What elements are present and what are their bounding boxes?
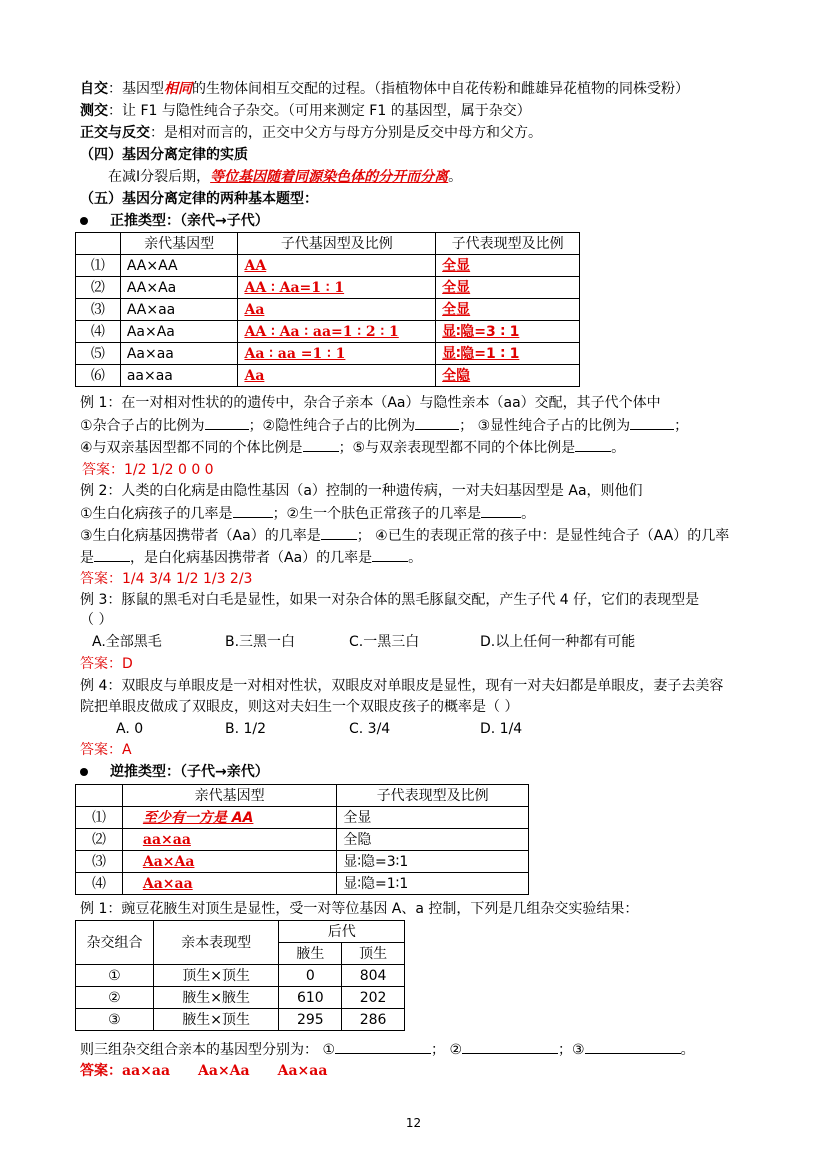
cross-header-offspring: 后代 bbox=[279, 921, 405, 943]
ex4-option-c: C. 3/4 bbox=[349, 721, 391, 737]
bullet-icon bbox=[80, 217, 88, 225]
ex1-q1: ①杂合子占的比例为 bbox=[80, 418, 205, 434]
parent-genotype: AA×AA bbox=[120, 255, 238, 277]
term-zhengfan: 正交与反交 bbox=[80, 125, 150, 141]
row-index: ⑶ bbox=[76, 299, 121, 321]
cross-index: ② bbox=[76, 987, 154, 1009]
section-4-body-post: 。 bbox=[448, 169, 463, 185]
answer-blank[interactable] bbox=[205, 415, 249, 430]
ex1-line3 bbox=[80, 437, 625, 458]
ex2-line2 bbox=[80, 503, 535, 524]
section-5-title: （五）基因分离定律的两种基本题型： bbox=[80, 191, 318, 207]
section-4-body bbox=[108, 167, 462, 187]
answer-blank[interactable] bbox=[335, 1039, 431, 1054]
answer-blank[interactable] bbox=[321, 525, 357, 540]
cross-header-combo: 杂交组合 bbox=[76, 921, 154, 965]
cross-top-count: 804 bbox=[342, 965, 405, 987]
table-row bbox=[76, 365, 580, 387]
def-zijiao bbox=[80, 79, 689, 99]
ex4-answer: 答案：A bbox=[80, 742, 132, 758]
ex3-option-d: D.以上任何一种都有可能 bbox=[480, 634, 636, 650]
offspring-phenotype: 显∶隐=3 ∶ 1 bbox=[442, 323, 520, 340]
cross-parent-phenotype: 顶生×顶生 bbox=[153, 965, 279, 987]
row-index: ⑵ bbox=[76, 829, 123, 851]
table-row bbox=[76, 1009, 405, 1031]
answer-blank[interactable] bbox=[481, 503, 521, 518]
table-row bbox=[76, 299, 580, 321]
parent-genotype: 至少有一方是 AA bbox=[142, 809, 254, 826]
ex2-q5: ，是白化病基因携带者（Aa）的几率是 bbox=[130, 550, 373, 566]
ex3-answer: 答案：D bbox=[80, 656, 133, 672]
ex2-line1: 例 2：人类的白化病是由隐性基因（a）控制的一种遗传病，一对夫妇基因型是 Aa，则他们 bbox=[80, 483, 643, 499]
offspring-phenotype: 显∶隐=3∶1 bbox=[337, 851, 529, 873]
reverse-header-parent: 亲代基因型 bbox=[122, 785, 337, 807]
ex2-line4 bbox=[80, 547, 422, 568]
cross-header-axil: 腋生 bbox=[279, 943, 342, 965]
ex5-answer bbox=[80, 1061, 327, 1081]
parent-genotype: Aa×aa bbox=[120, 343, 238, 365]
parent-genotype: aa×aa bbox=[142, 831, 191, 848]
ex2-q1: ①生白化病孩子的几率是 bbox=[80, 506, 233, 522]
row-index: ⑷ bbox=[76, 873, 123, 895]
ex3-option-a: A.全部黑毛 bbox=[92, 634, 162, 650]
answer-blank[interactable] bbox=[585, 1039, 681, 1054]
cross-parent-phenotype: 腋生×顶生 bbox=[153, 1009, 279, 1031]
answer-blank[interactable] bbox=[575, 437, 611, 452]
ex1-answer: 答案：1/2 1/2 0 0 0 bbox=[82, 462, 214, 478]
ex5-question bbox=[80, 1039, 695, 1060]
ex2-q4-cont: 是 bbox=[80, 550, 94, 566]
row-index: ⑷ bbox=[76, 321, 121, 343]
answer-blank[interactable] bbox=[462, 1039, 558, 1054]
row-index: ⑶ bbox=[76, 851, 123, 873]
cross-index: ③ bbox=[76, 1009, 154, 1031]
ex4-line1: 例 4：双眼皮与单眼皮是一对相对性状，双眼皮对单眼皮是显性，现有一对夫妇都是单眼皮，妻子去美容 bbox=[80, 678, 724, 694]
cross-top-count: 202 bbox=[342, 987, 405, 1009]
ex1-q5: ；⑤与双亲表现型都不同的个体比例是 bbox=[338, 440, 576, 456]
cross-index: ① bbox=[76, 965, 154, 987]
ex5-line1: 例 1：豌豆花腋生对顶生是显性，受一对等位基因 A、a 控制，下列是几组杂交实验结果： bbox=[80, 901, 639, 917]
offspring-genotype: Aa ∶ aa =1 ∶ 1 bbox=[244, 345, 346, 362]
offspring-genotype: Aa bbox=[244, 301, 265, 318]
offspring-phenotype: 全显 bbox=[442, 301, 471, 318]
ex5-q2: ； ② bbox=[431, 1042, 463, 1058]
answer-blank[interactable] bbox=[94, 547, 130, 562]
def-zijiao-highlight: 相同 bbox=[164, 81, 192, 97]
table-row bbox=[76, 321, 580, 343]
ex5-q1: 则三组杂交组合亲本的基因型分别为： ① bbox=[80, 1042, 335, 1058]
offspring-phenotype: 显∶隐=1 ∶ 1 bbox=[442, 345, 520, 362]
cross-axil-count: 610 bbox=[279, 987, 342, 1009]
reverse-table bbox=[75, 784, 529, 895]
row-index: ⑴ bbox=[76, 255, 121, 277]
row-index: ⑹ bbox=[76, 365, 121, 387]
parent-genotype: aa×aa bbox=[120, 365, 238, 387]
answer-blank[interactable] bbox=[233, 503, 273, 518]
parent-genotype: AA×Aa bbox=[120, 277, 238, 299]
ex1-q3-end: ； bbox=[674, 418, 689, 434]
ex1-q4: ④与双亲基因型都不同的个体比例是 bbox=[80, 440, 303, 456]
section-4-title: （四）基因分离定律的实质 bbox=[80, 147, 248, 163]
ex1-q5-end: 。 bbox=[611, 440, 626, 456]
ex1-line2 bbox=[80, 415, 688, 436]
def-zhengfan bbox=[80, 123, 542, 143]
ex4-option-b: B. 1/2 bbox=[225, 721, 267, 737]
offspring-genotype: AA ∶ Aa=1 ∶ 1 bbox=[244, 279, 345, 296]
ex4-option-d: D. 1/4 bbox=[480, 721, 523, 737]
ex5-q-end: 。 bbox=[680, 1042, 695, 1058]
forward-heading bbox=[80, 211, 269, 231]
ex5-answer-2: Aa×Aa bbox=[198, 1063, 250, 1079]
offspring-genotype: Aa bbox=[244, 367, 265, 384]
ex2-q5-end: 。 bbox=[408, 550, 423, 566]
parent-genotype: Aa×Aa bbox=[120, 321, 238, 343]
table-row bbox=[76, 829, 529, 851]
row-index: ⑵ bbox=[76, 277, 121, 299]
answer-blank[interactable] bbox=[415, 415, 459, 430]
section-4-highlight: 等位基因随着同源染色体的分开而分离 bbox=[210, 169, 449, 185]
table-row bbox=[76, 987, 405, 1009]
parent-genotype: Aa×Aa bbox=[142, 853, 195, 870]
offspring-phenotype: 全显 bbox=[337, 807, 529, 829]
ex5-answer-1: aa×aa bbox=[122, 1063, 171, 1079]
answer-blank[interactable] bbox=[630, 415, 674, 430]
bullet-icon bbox=[80, 768, 88, 776]
ex5-answer-3: Aa×aa bbox=[277, 1063, 328, 1079]
ex3-option-b: B.三黑一白 bbox=[225, 634, 296, 650]
cross-header-parent: 亲本表现型 bbox=[153, 921, 279, 965]
parent-genotype: Aa×aa bbox=[142, 875, 193, 892]
table-row bbox=[76, 965, 405, 987]
forward-header-offspring-phenotype: 子代表现型及比例 bbox=[436, 233, 580, 255]
answer-blank[interactable] bbox=[303, 437, 339, 452]
ex1-q2: ；②隐性纯合子占的比例为 bbox=[248, 418, 416, 434]
ex3-option-c: C.一黑三白 bbox=[349, 634, 420, 650]
term-cejiao: 测交 bbox=[80, 103, 108, 119]
reverse-heading bbox=[80, 762, 269, 782]
ex2-q3: ③生白化病基因携带者（Aa）的几率是 bbox=[80, 528, 321, 544]
answer-blank[interactable] bbox=[372, 547, 408, 562]
forward-header-offspring-genotype: 子代基因型及比例 bbox=[238, 233, 436, 255]
def-zijiao-pre: ：基因型 bbox=[108, 81, 164, 97]
offspring-phenotype: 显∶隐=1∶1 bbox=[337, 873, 529, 895]
cross-parent-phenotype: 腋生×腋生 bbox=[153, 987, 279, 1009]
offspring-phenotype: 全隐 bbox=[442, 367, 471, 384]
ex3-line2: （ ） bbox=[80, 612, 113, 628]
row-index: ⑸ bbox=[76, 343, 121, 365]
reverse-table-header bbox=[76, 785, 529, 807]
ex1-line1: 例 1：在一对相对性状的的遗传中，杂合子亲本（Aa）与隐性亲本（aa）交配，其子代个体中 bbox=[80, 395, 661, 411]
ex2-q4: ； ④已生的表现正常的孩子中：是显性纯合子（AA）的几率 bbox=[356, 528, 730, 544]
reverse-heading-text: 逆推类型：（子代→亲代） bbox=[110, 764, 269, 780]
def-zijiao-post: 的生物体间相互交配的过程。（指植物体中自花传粉和雌雄异花植物的同株受粉） bbox=[192, 81, 689, 97]
ex5-answer-label: 答案： bbox=[80, 1063, 122, 1079]
forward-header-parent: 亲代基因型 bbox=[120, 233, 238, 255]
reverse-header-offspring: 子代表现型及比例 bbox=[337, 785, 529, 807]
def-cejiao bbox=[80, 101, 531, 121]
ex1-q3: ； ③显性纯合子占的比例为 bbox=[459, 418, 631, 434]
forward-table bbox=[75, 232, 580, 387]
table-row bbox=[76, 343, 580, 365]
ex2-line3 bbox=[80, 525, 729, 546]
offspring-phenotype: 全显 bbox=[442, 279, 471, 296]
ex2-q2: ；②生一个肤色正常孩子的几率是 bbox=[272, 506, 482, 522]
def-zhengfan-text: ：是相对而言的，正交中父方与母方分别是反交中母方和父方。 bbox=[150, 125, 542, 141]
table-row bbox=[76, 807, 529, 829]
section-4-body-pre: 在减Ⅰ分裂后期， bbox=[108, 169, 211, 185]
cross-axil-count: 295 bbox=[279, 1009, 342, 1031]
cross-table bbox=[75, 920, 405, 1031]
cross-top-count: 286 bbox=[342, 1009, 405, 1031]
cross-axil-count: 0 bbox=[279, 965, 342, 987]
ex4-option-a: A. 0 bbox=[116, 721, 144, 737]
page-number: 12 bbox=[405, 1116, 422, 1130]
ex2-answer: 答案：1/4 3/4 1/2 1/3 2/3 bbox=[80, 571, 253, 587]
ex3-line1: 例 3：豚鼠的黑毛对白毛是显性，如果一对杂合体的黑毛豚鼠交配，产生子代 4 仔，它们的表现型是 bbox=[80, 592, 700, 608]
offspring-genotype: AA bbox=[244, 257, 267, 274]
offspring-phenotype: 全显 bbox=[442, 257, 471, 274]
forward-heading-text: 正推类型：（亲代→子代） bbox=[110, 213, 269, 229]
table-row bbox=[76, 851, 529, 873]
forward-table-header bbox=[76, 233, 580, 255]
parent-genotype: AA×aa bbox=[120, 299, 238, 321]
def-cejiao-text: ：让 F1 与隐性纯合子杂交。（可用来测定 F1 的基因型，属于杂交） bbox=[108, 103, 531, 119]
term-zijiao: 自交 bbox=[80, 81, 108, 97]
table-row bbox=[76, 255, 580, 277]
row-index: ⑴ bbox=[76, 807, 123, 829]
offspring-genotype: AA ∶ Aa ∶ aa=1 ∶ 2 ∶ 1 bbox=[244, 323, 399, 340]
table-row bbox=[76, 277, 580, 299]
table-row bbox=[76, 873, 529, 895]
ex4-line2: 院把单眼皮做成了双眼皮，则这对夫妇生一个双眼皮孩子的概率是（ ） bbox=[80, 699, 519, 715]
ex5-q3: ；③ bbox=[558, 1042, 585, 1058]
offspring-phenotype: 全隐 bbox=[337, 829, 529, 851]
cross-header-top: 顶生 bbox=[342, 943, 405, 965]
ex2-q2-end: 。 bbox=[521, 506, 536, 522]
